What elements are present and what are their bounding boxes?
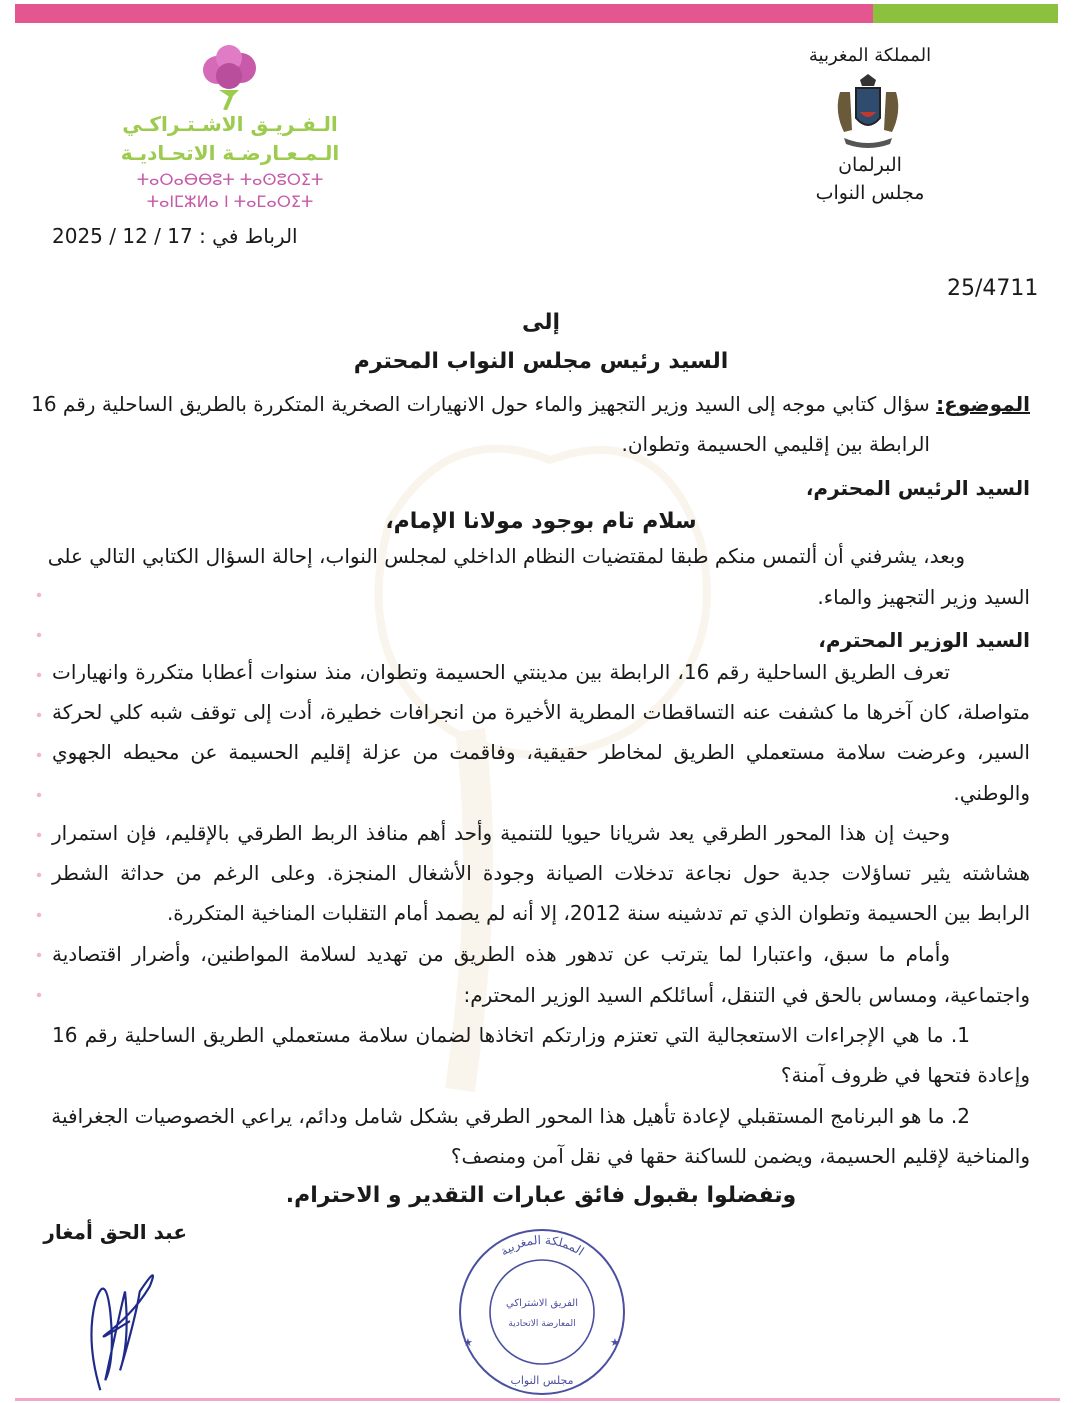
paragraph1-line: السير، وعرضت سلامة مستعملي الطريق لمخاطر حقيقية، وفاقمت من عزلة إقليم الحسيمة عن محيطه الجهوي <box>52 740 1030 764</box>
subject-line <box>31 389 1030 419</box>
decorative-dots <box>28 575 50 1025</box>
question-1-line: وإعادة فتحها في ظروف آمنة؟ <box>780 1063 1030 1087</box>
signatory-name: عبد الحق أمغار <box>43 1220 187 1244</box>
intro-line: وبعد، يشرفني أن ألتمس منكم طبقا لمقتضيات النظام الداخلي لمجلس النواب، إحالة السؤال الكتابي التالي على <box>47 544 965 568</box>
intro-line: السيد وزير التجهيز والماء. <box>817 585 1030 609</box>
party-logo-line2: الـمـعـارضـة الاتحـاديـة <box>120 141 340 165</box>
stamp-outer-text: المملكة المغربية <box>497 1232 587 1259</box>
stamp-inner-text-2: المعارضة الاتحادية <box>508 1319 576 1329</box>
subject-label: الموضوع: <box>936 392 1030 416</box>
question-2-line: 2. ما هو البرنامج المستقبلي لإعادة تأهيل هذا المحور الطرقي بشكل شامل ودائم، يراعي الخصوصيات الجغرافية <box>51 1104 970 1128</box>
subject-text: سؤال كتابي موجه إلى السيد وزير التجهيز والماء حول الانهيارات الصخرية المتكررة بالطريق الساحلية رقم 16 <box>31 392 937 416</box>
paragraph1-line: متواصلة، كان آخرها ما كشفت عنه التساقطات المطرية الأخيرة من انجرافات خطيرة، أدت إلى توقف شبه كلي لحركة <box>52 700 1030 724</box>
star-icon: ★ <box>463 1336 473 1349</box>
stamp-inner-text-1: الفريق الاشتراكي <box>506 1298 578 1309</box>
recipient: السيد رئيس مجلس النواب المحترم <box>353 349 729 374</box>
salutation: سلام تام بوجود مولانا الإمام، <box>385 509 697 534</box>
question-2-line: والمناخية لإقليم الحسيمة، ويضمن للساكنة حقها في نقل آمن ومنصف؟ <box>450 1144 1030 1168</box>
paragraph3-line: واجتماعية، ومساس بالحق في التنقل، أسائلكم السيد الوزير المحترم: <box>463 983 1030 1007</box>
question-1-line: 1. ما هي الإجراءات الاستعجالية التي تعتزم وزارتكم اتخاذها لضمان سلامة مستعملي الطريق الساحلية رقم 16 <box>52 1023 970 1047</box>
to-label: إلى <box>521 310 561 335</box>
party-logo-tifinagh2: ⵜⴰⵏⵎⵣⵍⴰ ⵏ ⵜⴰⵎⴰⵔⵉⵜ <box>146 192 314 211</box>
kingdom-title: المملكة المغربية <box>808 45 932 66</box>
stamp-bottom-text: مجلس النواب <box>510 1374 574 1387</box>
subject-line2: الرابطة بين إقليمي الحسيمة وتطوان. <box>621 432 930 456</box>
party-logo-tifinagh1: ⵜⴰⵔⴰⴱⴱⵓⵜ ⵜⴰⵙⵓⵔⵉⵜ <box>136 170 324 189</box>
paragraph2-line: وحيث إن هذا المحور الطرقي يعد شريانا حيويا للتنمية وأحد أهم منافذ الربط الطرقي بالإقليم، فإن استمرار <box>52 821 950 845</box>
reference-number: 25/4711 <box>947 276 1039 301</box>
house-of-representatives-label: مجلس النواب <box>815 182 925 204</box>
paragraph2-line: الرابط بين الحسيمة وتطوان الذي تم تدشينه سنة 2012، إلا أنه لم يصمد أمام التقلبات المناخية المتكررة. <box>166 901 1030 925</box>
header-bar-green <box>873 4 1058 23</box>
paragraph2-line: هشاشته يثير تساؤلات جدية حول نجاعة تدخلات الصيانة وجودة الأشغال المنجزة. وعلى الرغم من حداثة الشطر <box>52 861 1030 885</box>
paragraph1-line: والوطني. <box>953 781 1030 805</box>
minister-greeting: السيد الوزير المحترم، <box>818 628 1030 652</box>
paragraph1-line: تعرف الطريق الساحلية رقم 16، الرابطة بين مدينتي الحسيمة وتطوان، منذ سنوات أعطابا متكررة وانهيارات <box>52 660 950 684</box>
star-icon: ★ <box>610 1336 620 1349</box>
handwritten-signature <box>80 1252 170 1400</box>
party-logo-line1: الـفـريـق الاشـتـراكـي <box>122 112 338 136</box>
parliament-label: البرلمان <box>838 154 902 176</box>
letter-date: الرباط في : 17 / 12 / 2025 <box>52 224 298 248</box>
header-bar-pink <box>15 4 873 23</box>
greeting: السيد الرئيس المحترم، <box>805 476 1030 500</box>
coat-of-arms-icon <box>832 72 904 152</box>
footer-bar <box>15 1398 1060 1401</box>
paragraph3-line: وأمام ما سبق، واعتبارا لما يترتب عن تدهور هذه الطريق من تهديد لسلامة المواطنين، وأضرار اقتصادية <box>52 942 950 966</box>
closing: وتفضلوا بقبول فائق عبارات التقدير و الاحترام. <box>285 1183 797 1208</box>
official-stamp <box>455 1226 630 1398</box>
rose-logo-icon <box>195 40 265 110</box>
